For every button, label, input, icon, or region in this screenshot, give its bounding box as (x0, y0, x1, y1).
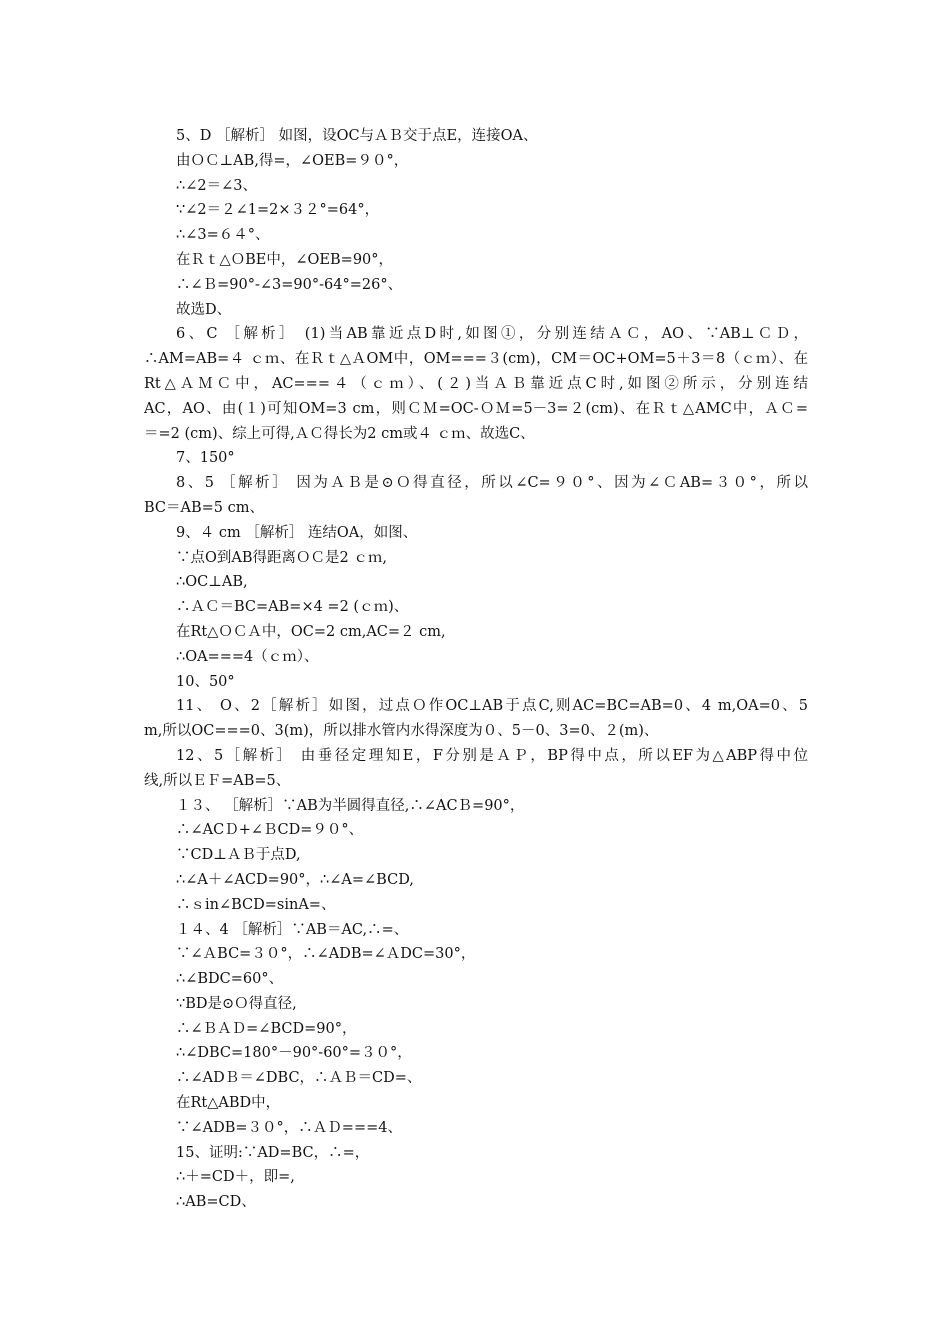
text-line: 在Ｒｔ△ＯBE中，∠OEB=90°， (176, 251, 394, 268)
text-line: ∴∠Ｂ=90°-∠3=90°-64°=26°、 (176, 276, 403, 293)
text-line: 在Rt△ＯＣＡ中，OC=2 cm,AC=２ cm, (176, 623, 446, 640)
text-line: ∴AB=CD、 (176, 1194, 256, 1211)
text-line: ∴∠ADＢ＝∠DBC，∴ＡＢ＝CD=、 (176, 1070, 422, 1087)
text-line: 9、４ cm ［解析］ 连结OA，如图、 (176, 524, 418, 541)
text-line: 6、C ［解析］ (1)当AB靠近点D时,如图①，分别连结ＡＣ，AO、∵AB⊥ＣＤ， (176, 326, 808, 343)
text-line: ∵∠2＝２∠1=2×３２°=64°， (176, 202, 380, 219)
text-line: １４、4 ［解析］∵AB＝AC,∴=、 (176, 921, 409, 938)
text-line: AC，AO、由(１)可知OM=3 cm，则ＣＭ=OC-ＯＭ=5－3=２(cm)、在Ｒｔ△AMC中，ＡＣ= (144, 400, 808, 417)
text-line: ∴OC⊥AB, (176, 574, 248, 591)
text-line: 线,所以ＥＦ=AB=5、 (144, 772, 291, 789)
text-line: 15、证明:∵AD=BC，∴=， (176, 1144, 370, 1161)
text-line: ∵∠ＡBC=３０°，∴∠ADB=∠ＡDC=30°， (176, 946, 476, 963)
document-body (144, 124, 808, 1215)
text-line: 10、50° (176, 673, 235, 690)
text-line: Rt△ＡＭＣ中，AC===４（ｃｍ）、(２)当ＡＢ靠近点C时,如图②所示，分别连结 (144, 375, 808, 392)
text-line: ∵CD⊥ＡＢ于点D, (176, 847, 301, 864)
text-line: ∴OA===4（ｃｍ）、 (176, 648, 319, 665)
text-line: 在Rt△ABD中， (176, 1095, 281, 1112)
text-line: 故选D、 (176, 301, 232, 318)
text-line: ∴AM=AB=４ ｃｍ、在Ｒｔ△ＡOM中，OM===３(cm)，CM＝OC+OM=5＋3＝8（ｃｍ）、在 (144, 351, 808, 368)
text-line: ∴ＡＣ＝BC=AB=×4 =2 (ｃｍ)、 (176, 599, 409, 616)
text-line: m,所以OC===0、3(m)，所以排水管内水得深度为０、5－0、3=0、２(m)、 (144, 723, 659, 740)
text-line: 由ＯＣ⊥AB,得=，∠OEB=９０°， (176, 152, 409, 169)
text-line: 8、5 ［解析］ 因为ＡＢ是⊙Ｏ得直径，所以∠C=９０°、因为∠ＣAB=３０°，所以 (176, 475, 808, 492)
text-line: BC＝AB=5 cm、 (144, 499, 265, 516)
text-line: １３、 ［解析］∵AB为半圆得直径,∴∠ACＢ=90°， (176, 797, 525, 814)
text-line: ∴ｓin∠BCD=sinA=、 (176, 896, 336, 913)
text-line: ∵∠ADB=３０°，∴ＡＤ===4、 (176, 1119, 402, 1136)
text-line: ∴∠ＢＡＤ=∠BCD=90°， (176, 1020, 357, 1037)
text-line: ∴∠2＝∠3、 (176, 177, 257, 194)
text-line: ∵点O到AB得距离ＯＣ是2 ｃｍ, (176, 549, 387, 566)
text-line: ∴∠BDC=60°、 (176, 971, 284, 988)
text-line: ∴＋=CD＋，即=, (176, 1169, 295, 1186)
text-line: ∴∠3=６４°、 (176, 227, 270, 244)
text-line: 7、150° (176, 450, 235, 467)
text-line: 11、 O、2［解析］如图，过点Ｏ作OC⊥AB于点C,则AC=BC=AB=0、4 m,OA=0、5 (176, 698, 808, 715)
text-line: 12、5［解析］ 由垂径定理知E，F分别是ＡＰ，BP得中点，所以EF为△ABP得中位 (176, 747, 808, 764)
text-line: ∴∠A＋∠ACD=90°，∴∠A=∠BCD, (176, 871, 414, 888)
text-line: ∵BD是⊙Ｏ得直径, (176, 995, 297, 1012)
text-line: ∴∠ACＤ+∠ＢCD=９０°、 (176, 822, 364, 839)
text-line: ∴∠DBC=180°－90°-60°=３０°， (176, 1045, 412, 1062)
text-line: ＝=2 (cm)、综上可得,ＡＣ得长为2 cm或４ ｃｍ、故选C、 (144, 425, 535, 442)
text-line: 5、D ［解析］ 如图，设OC与ＡＢ交于点E，连接OA、 (176, 128, 538, 144)
